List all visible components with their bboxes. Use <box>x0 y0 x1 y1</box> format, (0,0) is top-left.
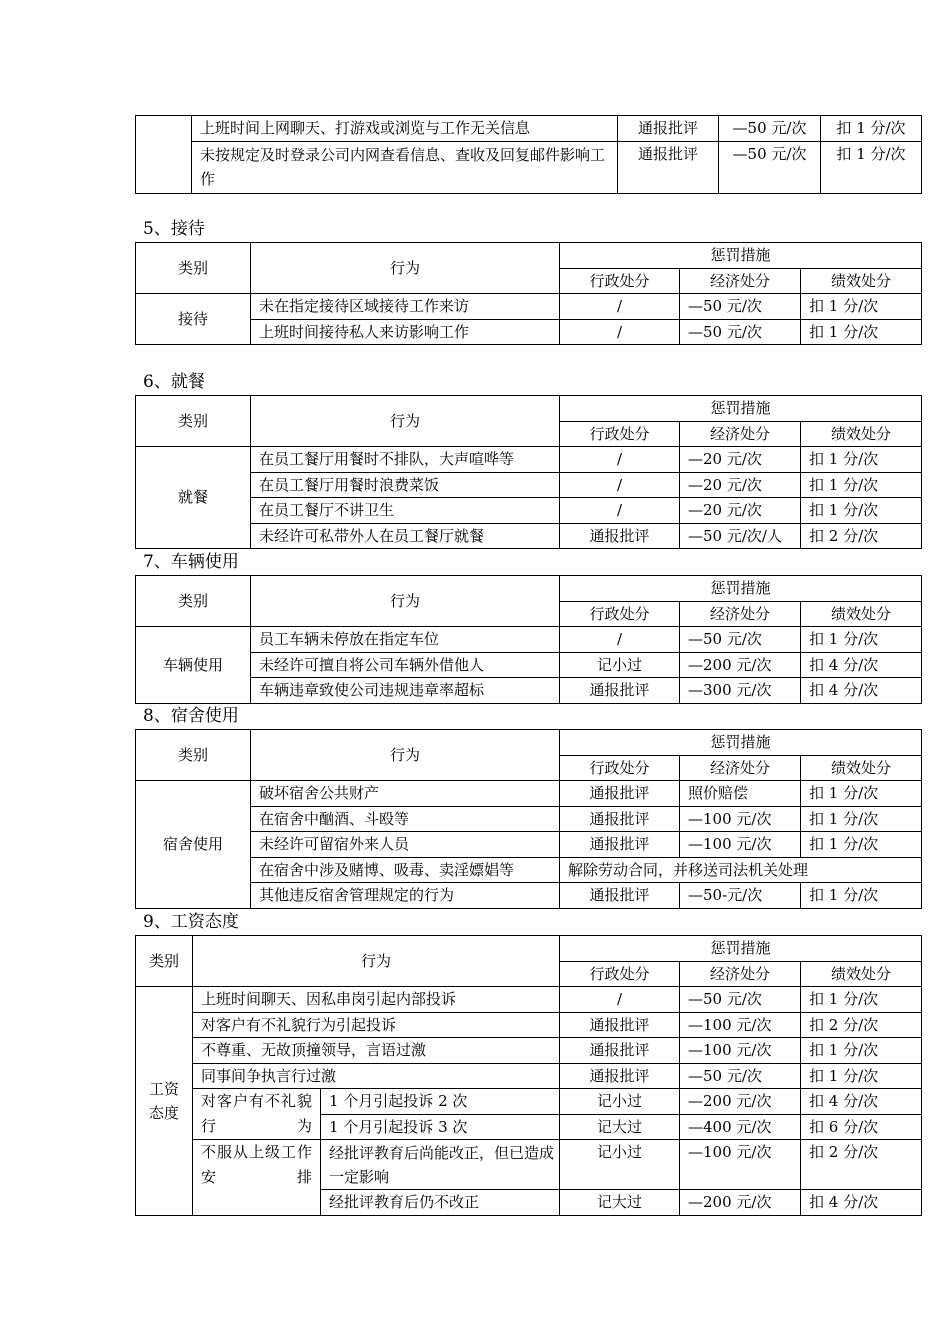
performance-cell: 扣 4 分/次 <box>801 678 922 704</box>
header-economic: 经济处分 <box>680 755 801 781</box>
header-economic: 经济处分 <box>680 601 801 627</box>
table-row <box>136 472 922 498</box>
economic-cell: —50 元/次 <box>680 627 801 653</box>
behavior-cell: 未按规定及时登录公司内网查看信息、查收及回复邮件影响工作 <box>192 141 618 193</box>
admin-cell: / <box>560 987 680 1013</box>
header-behavior: 行为 <box>251 730 560 781</box>
economic-cell: —50 元/次/人 <box>680 523 801 549</box>
table-row <box>136 116 922 142</box>
table-row <box>136 1063 922 1089</box>
economic-cell: —200 元/次 <box>680 652 801 678</box>
economic-cell: —50 元/次 <box>719 141 821 193</box>
behavior-cell: 上班时间聊天、因私串岗引起内部投诉 <box>193 987 560 1013</box>
economic-cell: 照价赔偿 <box>680 781 801 807</box>
performance-cell: 扣 4 分/次 <box>801 1190 922 1216</box>
table-row <box>136 832 922 858</box>
performance-cell: 扣 1 分/次 <box>821 116 922 142</box>
header-measures: 惩罚措施 <box>560 243 922 269</box>
header-behavior: 行为 <box>251 576 560 627</box>
category-cell: 工资态度 <box>136 987 193 1216</box>
table-row <box>136 141 922 193</box>
behavior-cell: 对客户有不礼貌行为引起投诉 <box>193 1012 560 1038</box>
admin-cell: 通报批评 <box>560 781 680 807</box>
header-economic: 经济处分 <box>680 421 801 447</box>
header-admin: 行政处分 <box>560 268 680 294</box>
behavior-cell: 在员工餐厅用餐时浪费菜饭 <box>251 472 560 498</box>
behavior-cell: 未经许可留宿外来人员 <box>251 832 560 858</box>
performance-cell: 扣 4 分/次 <box>801 1089 922 1115</box>
economic-cell: —100 元/次 <box>680 1012 801 1038</box>
performance-cell: 扣 1 分/次 <box>821 141 922 193</box>
category-cell: 宿舍使用 <box>136 781 251 909</box>
table-row <box>136 1089 922 1115</box>
economic-cell: —50 元/次 <box>680 987 801 1013</box>
behavior-cell: 未经许可私带外人在员工餐厅就餐 <box>251 523 560 549</box>
behavior-cell: 上班时间上网聊天、打游戏或浏览与工作无关信息 <box>192 116 618 142</box>
table-row <box>136 1038 922 1064</box>
header-measures: 惩罚措施 <box>560 396 922 422</box>
economic-cell: —100 元/次 <box>680 806 801 832</box>
behavior-cell: 未经许可擅自将公司车辆外借他人 <box>251 652 560 678</box>
admin-cell: / <box>560 472 680 498</box>
table-dormitory <box>135 729 922 909</box>
subgroup-label: 不服从上级工作安排 <box>193 1140 321 1216</box>
performance-cell: 扣 1 分/次 <box>801 987 922 1013</box>
section-heading-work-attitude: 9、工资态度 <box>143 912 239 932</box>
admin-cell: 记小过 <box>560 652 680 678</box>
performance-cell: 扣 1 分/次 <box>801 1063 922 1089</box>
merged-penalty-cell: 解除劳动合同，并移送司法机关处理 <box>560 857 922 883</box>
admin-cell: / <box>560 447 680 473</box>
table-row <box>136 987 922 1013</box>
economic-cell: —200 元/次 <box>680 1190 801 1216</box>
admin-cell: 通报批评 <box>560 1038 680 1064</box>
section-heading-vehicle: 7、车辆使用 <box>143 552 239 572</box>
behavior-cell: 上班时间接待私人来访影响工作 <box>251 319 560 345</box>
behavior-cell: 在宿舍中涉及赌博、吸毒、卖淫嫖娼等 <box>251 857 560 883</box>
economic-cell: —100 元/次 <box>680 1038 801 1064</box>
header-category: 类别 <box>136 396 251 447</box>
performance-cell: 扣 6 分/次 <box>801 1114 922 1140</box>
admin-cell: 通报批评 <box>560 806 680 832</box>
performance-cell: 扣 2 分/次 <box>801 1140 922 1190</box>
section-heading-reception: 5、接待 <box>143 219 205 239</box>
admin-cell: 记大过 <box>560 1190 680 1216</box>
header-category: 类别 <box>136 936 193 987</box>
economic-cell: —200 元/次 <box>680 1089 801 1115</box>
performance-cell: 扣 1 分/次 <box>801 806 922 832</box>
performance-cell: 扣 1 分/次 <box>801 883 922 909</box>
admin-cell: 通报批评 <box>560 883 680 909</box>
admin-cell: 记小过 <box>560 1140 680 1190</box>
admin-cell: 通报批评 <box>560 523 680 549</box>
economic-cell: —100 元/次 <box>680 1140 801 1190</box>
performance-cell: 扣 1 分/次 <box>801 498 922 524</box>
header-measures: 惩罚措施 <box>560 730 922 756</box>
header-performance: 绩效处分 <box>801 755 922 781</box>
header-admin: 行政处分 <box>560 601 680 627</box>
performance-cell: 扣 4 分/次 <box>801 652 922 678</box>
behavior-cell: 车辆违章致使公司违规违章率超标 <box>251 678 560 704</box>
admin-cell: 通报批评 <box>560 1012 680 1038</box>
header-admin: 行政处分 <box>560 755 680 781</box>
economic-cell: —300 元/次 <box>680 678 801 704</box>
header-behavior: 行为 <box>251 243 560 294</box>
economic-cell: —400 元/次 <box>680 1114 801 1140</box>
behavior-cell: 在员工餐厅不讲卫生 <box>251 498 560 524</box>
header-performance: 绩效处分 <box>801 601 922 627</box>
table-work-attitude <box>135 935 922 1216</box>
admin-cell: / <box>560 627 680 653</box>
table-row <box>136 627 922 653</box>
economic-cell: —50-元/次 <box>680 883 801 909</box>
behavior-cell: 员工车辆未停放在指定车位 <box>251 627 560 653</box>
performance-cell: 扣 1 分/次 <box>801 447 922 473</box>
performance-cell: 扣 1 分/次 <box>801 781 922 807</box>
header-performance: 绩效处分 <box>801 268 922 294</box>
performance-cell: 扣 1 分/次 <box>801 627 922 653</box>
header-measures: 惩罚措施 <box>560 936 922 962</box>
performance-cell: 扣 1 分/次 <box>801 832 922 858</box>
admin-cell: 通报批评 <box>618 141 719 193</box>
admin-cell: 通报批评 <box>560 678 680 704</box>
category-cell: 接待 <box>136 294 251 345</box>
admin-cell: 记小过 <box>560 1089 680 1115</box>
table-row <box>136 678 922 704</box>
behavior-cell: 其他违反宿舍管理规定的行为 <box>251 883 560 909</box>
behavior-cell: 经批评教育后仍不改正 <box>321 1190 560 1216</box>
table-row <box>136 652 922 678</box>
admin-cell: 通报批评 <box>560 832 680 858</box>
header-performance: 绩效处分 <box>801 421 922 447</box>
header-measures: 惩罚措施 <box>560 576 922 602</box>
header-admin: 行政处分 <box>560 961 680 987</box>
admin-cell: 通报批评 <box>560 1063 680 1089</box>
table-vehicle <box>135 575 922 704</box>
header-admin: 行政处分 <box>560 421 680 447</box>
behavior-cell: 1 个月引起投诉 2 次 <box>321 1089 560 1115</box>
table-row <box>136 781 922 807</box>
economic-cell: —20 元/次 <box>680 472 801 498</box>
table-row <box>136 447 922 473</box>
economic-cell: —50 元/次 <box>680 294 801 320</box>
economic-cell: —50 元/次 <box>680 319 801 345</box>
header-economic: 经济处分 <box>680 961 801 987</box>
economic-cell: —20 元/次 <box>680 498 801 524</box>
table-row <box>136 294 922 320</box>
table-section4-continued <box>135 115 922 194</box>
section-heading-dormitory: 8、宿舍使用 <box>143 706 239 726</box>
table-row <box>136 523 922 549</box>
category-cell: 就餐 <box>136 447 251 549</box>
behavior-cell: 不尊重、无故顶撞领导，言语过激 <box>193 1038 560 1064</box>
performance-cell: 扣 1 分/次 <box>801 472 922 498</box>
section-heading-dining: 6、就餐 <box>143 372 205 392</box>
economic-cell: —100 元/次 <box>680 832 801 858</box>
table-dining <box>135 395 922 549</box>
header-behavior: 行为 <box>193 936 560 987</box>
economic-cell: —50 元/次 <box>680 1063 801 1089</box>
category-cell: 车辆使用 <box>136 627 251 704</box>
header-category: 类别 <box>136 576 251 627</box>
behavior-cell: 在员工餐厅用餐时不排队，大声喧哗等 <box>251 447 560 473</box>
performance-cell: 扣 1 分/次 <box>801 319 922 345</box>
behavior-cell: 同事间争执言行过激 <box>193 1063 560 1089</box>
table-reception <box>135 242 922 345</box>
behavior-cell: 经批评教育后尚能改正，但已造成一定影响 <box>321 1140 560 1190</box>
table-row <box>136 806 922 832</box>
table-row <box>136 498 922 524</box>
header-category: 类别 <box>136 730 251 781</box>
header-performance: 绩效处分 <box>801 961 922 987</box>
behavior-cell: 在宿舍中酗酒、斗殴等 <box>251 806 560 832</box>
table-row <box>136 1012 922 1038</box>
behavior-cell: 1 个月引起投诉 3 次 <box>321 1114 560 1140</box>
behavior-cell: 未在指定接待区域接待工作来访 <box>251 294 560 320</box>
performance-cell: 扣 2 分/次 <box>801 523 922 549</box>
table-row <box>136 857 922 883</box>
performance-cell: 扣 1 分/次 <box>801 1038 922 1064</box>
header-economic: 经济处分 <box>680 268 801 294</box>
subgroup-label: 对客户有不礼貌行为 <box>193 1089 321 1140</box>
performance-cell: 扣 2 分/次 <box>801 1012 922 1038</box>
admin-cell: / <box>560 498 680 524</box>
admin-cell: / <box>560 319 680 345</box>
table-row <box>136 319 922 345</box>
header-behavior: 行为 <box>251 396 560 447</box>
category-cell <box>136 116 192 194</box>
economic-cell: —50 元/次 <box>719 116 821 142</box>
behavior-cell: 破坏宿舍公共财产 <box>251 781 560 807</box>
performance-cell: 扣 1 分/次 <box>801 294 922 320</box>
economic-cell: —20 元/次 <box>680 447 801 473</box>
admin-cell: / <box>560 294 680 320</box>
header-category: 类别 <box>136 243 251 294</box>
admin-cell: 记大过 <box>560 1114 680 1140</box>
admin-cell: 通报批评 <box>618 116 719 142</box>
table-row <box>136 883 922 909</box>
